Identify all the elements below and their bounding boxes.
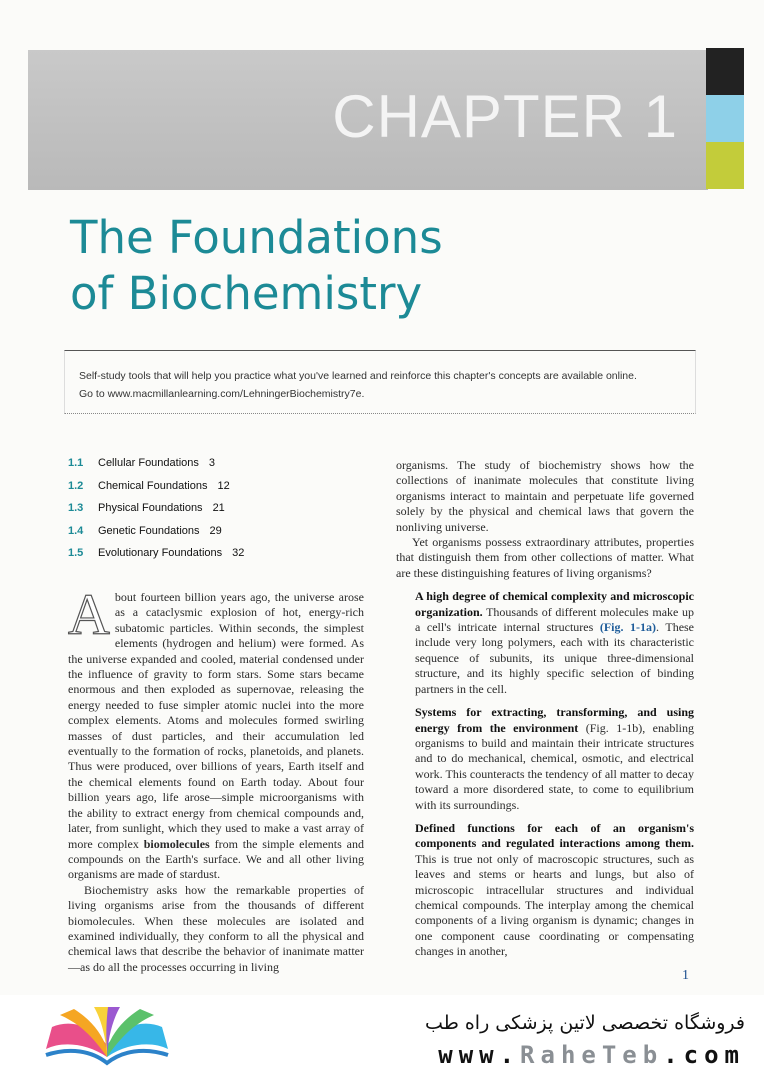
left-column [68,582,364,975]
paragraph-4: Yet organisms possess extraordinary attributes, properties that distinguish them from other collections of matter. What are these distinguishing features of living organisms? [396,535,694,580]
book-logo-icon [42,1005,172,1067]
section-list [68,457,368,570]
section-title: Evolutionary Foundations [98,547,223,559]
section-page: 12 [217,479,230,492]
url-part: www. [438,1041,521,1069]
paragraph-2: Biochemistry asks how the remarkable properties of living organisms arise from the thousands of different biomolecules. When these molecules are isolated and examined individually, they conform to all the physical and chemical laws that describe the behavior of inanimate matter—as do all the processes occurring in living [68,882,364,974]
chapter-label: CHAPTER 1 [332,83,678,150]
feature-heading: Defined functions for each of an organism's components and regulated interactions among them. [415,820,694,851]
self-study-text: Self-study tools that will help you practice what you've learned and reinforce this chapter's concepts are available online. [79,370,637,382]
color-swatch-green [706,142,744,189]
section-item[interactable] [68,480,368,503]
section-title: Physical Foundations [98,502,203,514]
section-number: 1.4 [68,524,84,537]
section-item[interactable] [68,547,368,570]
section-number: 1.3 [68,502,84,514]
chapter-title [70,210,443,322]
feature-heading: A high degree of chemical complexity and microscopic organization. [415,589,694,619]
biomolecules-term: biomolecules [143,836,210,851]
section-item[interactable] [68,457,368,480]
feature-heading: Systems for extracting, transforming, and using energy from the environment [415,705,694,735]
page-number: 1 [682,968,689,983]
chapter-banner [28,50,708,190]
section-item[interactable] [68,525,368,548]
drop-cap: A [68,582,110,647]
figure-link[interactable]: (Fig. 1-1a) [599,620,657,635]
section-page: 32 [232,547,245,559]
section-title: Cellular Foundations [98,457,199,469]
feature-text: This is true not only of macroscopic structures, such as leaves and stems or hearts and lungs, but also of microscopic intracellular structures and individual chemical compounds. The interplay among the chemical components of a living organism is dynamic; changes in one component cause coordinating or compensating changes in another, [415,851,694,959]
self-study-url[interactable]: Go to www.macmillanlearning.com/LehningerBiochemistry7e. [79,388,365,400]
section-title: Chemical Foundations [98,479,208,492]
intro-paragraph [68,582,364,883]
self-study-box [64,350,696,414]
paragraph-3: organisms. The study of biochemistry shows how the collections of inanimate molecules that constitute living organisms interact to maintain and perpetuate life governed solely by the physical and chemical laws that govern the nonliving universe. [396,458,694,534]
store-name: فروشگاه تخصصی لاتین پزشکی راه طب [425,1012,745,1034]
feature-text: Thousands of different molecules make up a cell's intricate internal structures [415,604,694,635]
url-part: Teb [601,1041,664,1069]
color-swatch-blue [706,95,744,142]
intro-text: bout fourteen billion years ago, the universe arose as a cataclysmic explosion of hot, energy-rich subatomic particles. Within seconds, the simplest elements (hydrogen and helium) were formed. As the universe expanded and cooled, material condensed under the influence of gravity to form stars. Some stars became enormous and then exploded as supernovae, releasing the energy needed to fuse simpler atomic nuclei into the more complex elements. Atoms and molecules formed swirling masses of dust particles, and their accumulation led eventually to the formation of rocks, planetoids, and planets. Thus were produced, over billions of years, Earth itself and the chemical elements found on Earth today. About four billion years ago, life arose—simple microorganisms with the ability to extract energy from chemical compounds and, later, from sunlight, which they used to make a vast array of more complex [68,590,364,851]
store-footer [0,995,764,1080]
right-column [396,458,694,960]
url-part: .com [663,1041,745,1069]
store-url[interactable] [395,1041,745,1069]
section-page: 3 [208,457,216,469]
section-item[interactable] [68,502,368,525]
intro-text-end: from the simple elements and compounds on the Earth's surface. We and all other living organisms are made of stardust. [68,836,364,882]
feature-energy [415,705,694,813]
feature-functions [415,821,694,960]
section-title: Genetic Foundations [98,524,200,537]
section-number: 1.1 [68,457,84,469]
url-part: Rahe [520,1041,602,1069]
section-page: 21 [212,502,225,514]
chapter-title-line-1: The Foundations [70,211,443,264]
section-number: 1.2 [68,479,84,492]
color-swatch-dark [706,48,744,95]
section-page: 29 [209,524,222,537]
feature-text: . These include very long polymers, each with its characteristic sequence of subunits, its unique three-dimensional structure, and its highly specific selection of binding partners in the cell. [415,620,695,696]
feature-text: (Fig. 1-1b), enabling organisms to build and maintain their intricate structures and to do mechanical, chemical, osmotic, and electrical work. This counteracts the tendency of all matter to decay toward a more disordered state, to come to equilibrium with its surroundings. [415,720,694,812]
chapter-title-line-2: of Biochemistry [70,267,423,320]
section-number: 1.5 [68,547,84,559]
feature-complexity [415,589,694,697]
